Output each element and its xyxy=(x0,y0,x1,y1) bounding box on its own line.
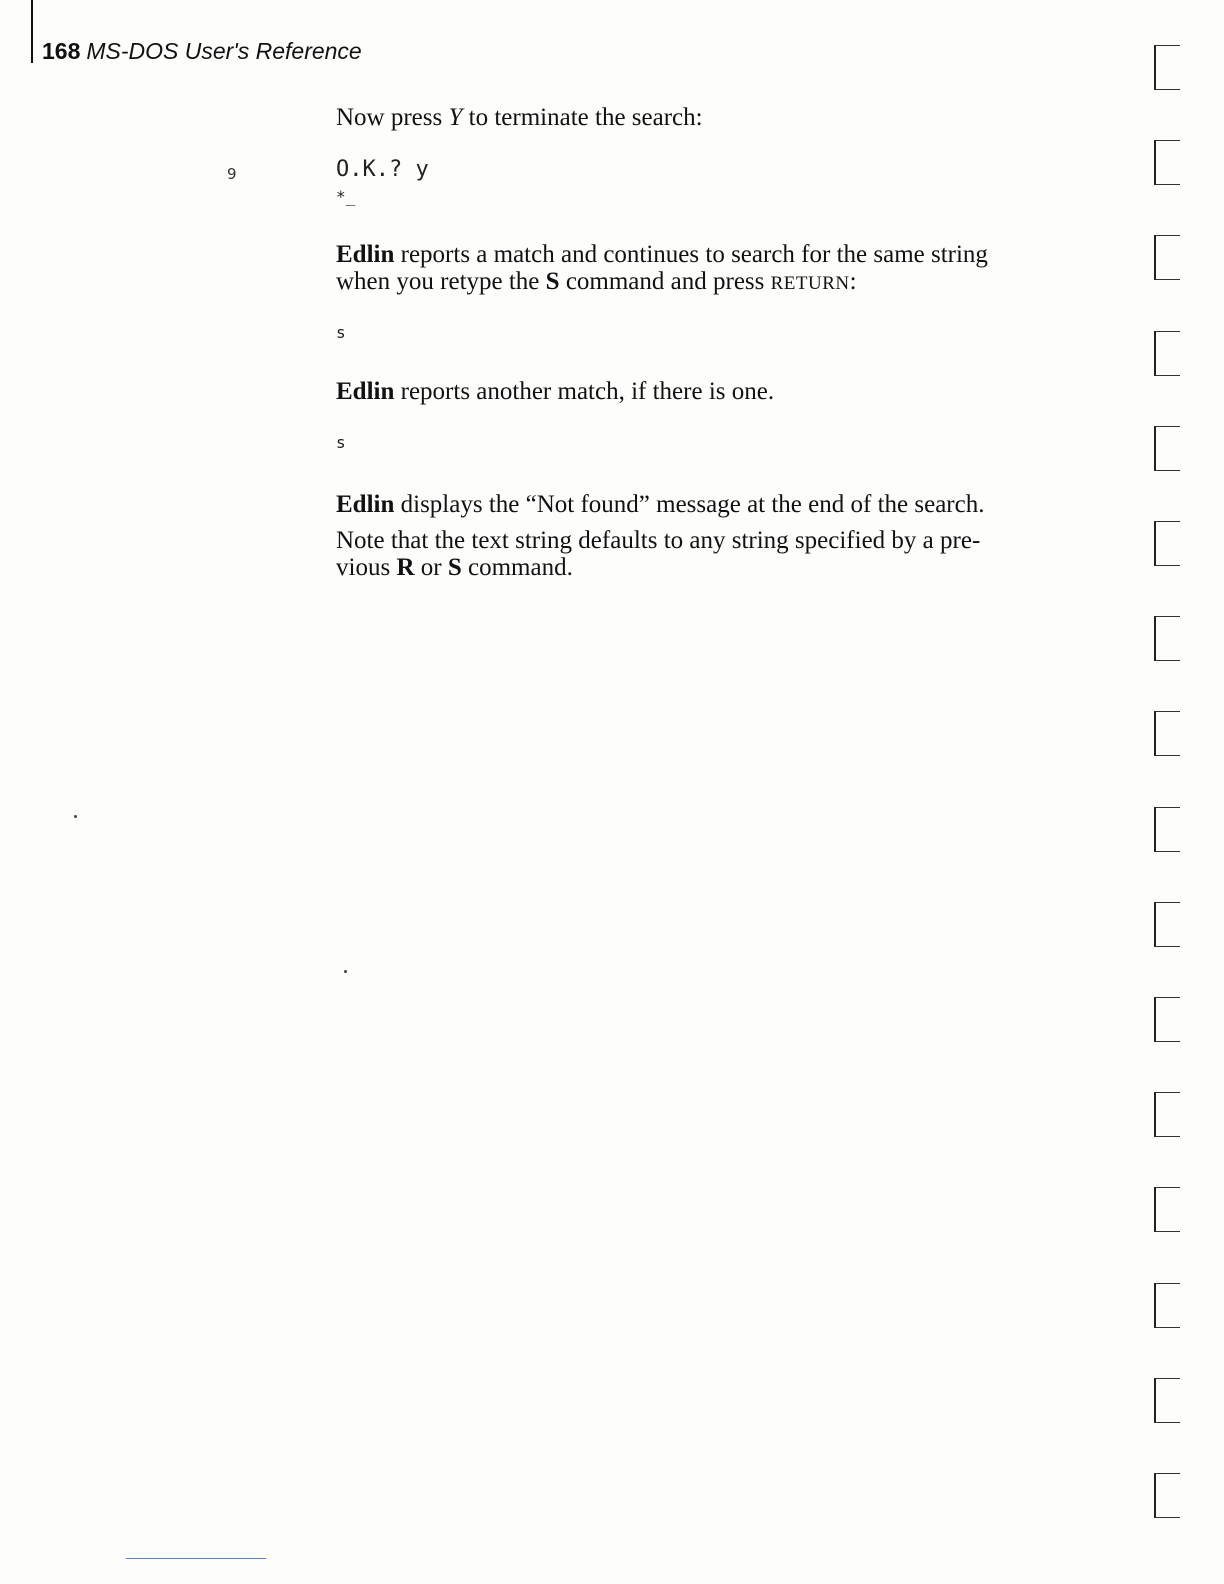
binder-tab-bracket xyxy=(1154,140,1180,185)
s-command: S xyxy=(447,554,462,581)
binder-tab-bracket xyxy=(1154,1473,1180,1518)
edlin-term: Edlin xyxy=(336,378,395,405)
return-key: RETURN xyxy=(770,273,850,294)
screen-output-s-command-2: s xyxy=(336,433,346,452)
binder-tab-bracket xyxy=(1154,235,1180,280)
r-command: R xyxy=(396,554,415,581)
bottom-rule xyxy=(126,1558,266,1559)
running-head xyxy=(42,37,362,65)
paper-speck xyxy=(344,970,347,973)
screen-output-ok-prompt: O.K.? y xyxy=(336,157,429,182)
binder-tab-bracket xyxy=(1154,1378,1180,1423)
paragraph-not-found: Edlin displays the “Not found” message at the end of the search. xyxy=(336,491,985,518)
paragraph-press-y: Now press Y to terminate the search: xyxy=(336,104,703,131)
binder-tab-bracket xyxy=(1154,807,1180,852)
binder-tab-bracket xyxy=(1154,1092,1180,1137)
binder-tab-bracket xyxy=(1154,997,1180,1042)
paragraph-edlin-reports-match: Edlin reports a match and continues to search for the same string when you retype the S command and press RETURN: xyxy=(336,241,988,295)
book-title: MS-DOS User's Reference xyxy=(86,38,362,64)
paper-speck xyxy=(74,815,77,818)
screen-output-prompt-cursor: *_ xyxy=(336,187,356,206)
page-number: 168 xyxy=(42,38,81,64)
s-command: S xyxy=(545,268,560,295)
binder-tab-bracket xyxy=(1154,521,1180,566)
margin-rule xyxy=(31,0,33,63)
binder-tab-bracket xyxy=(1154,426,1180,471)
binder-tab-bracket xyxy=(1154,1283,1180,1328)
binder-tab-bracket xyxy=(1154,616,1180,661)
binder-tab-bracket xyxy=(1154,331,1180,376)
binder-tab-bracket xyxy=(1154,902,1180,947)
key-y: Y xyxy=(448,104,463,131)
binder-tab-bracket xyxy=(1154,1187,1180,1232)
margin-mark: 9 xyxy=(227,165,237,183)
binder-tab-bracket xyxy=(1154,45,1180,90)
binder-tab-bracket xyxy=(1154,711,1180,756)
paragraph-default-string-note: Note that the text string defaults to any string specified by a pre- vious R or S command. xyxy=(336,527,981,581)
edlin-term: Edlin xyxy=(336,491,395,518)
paragraph-another-match: Edlin reports another match, if there is one. xyxy=(336,378,775,405)
edlin-term: Edlin xyxy=(336,241,395,268)
screen-output-s-command-1: s xyxy=(336,323,346,342)
